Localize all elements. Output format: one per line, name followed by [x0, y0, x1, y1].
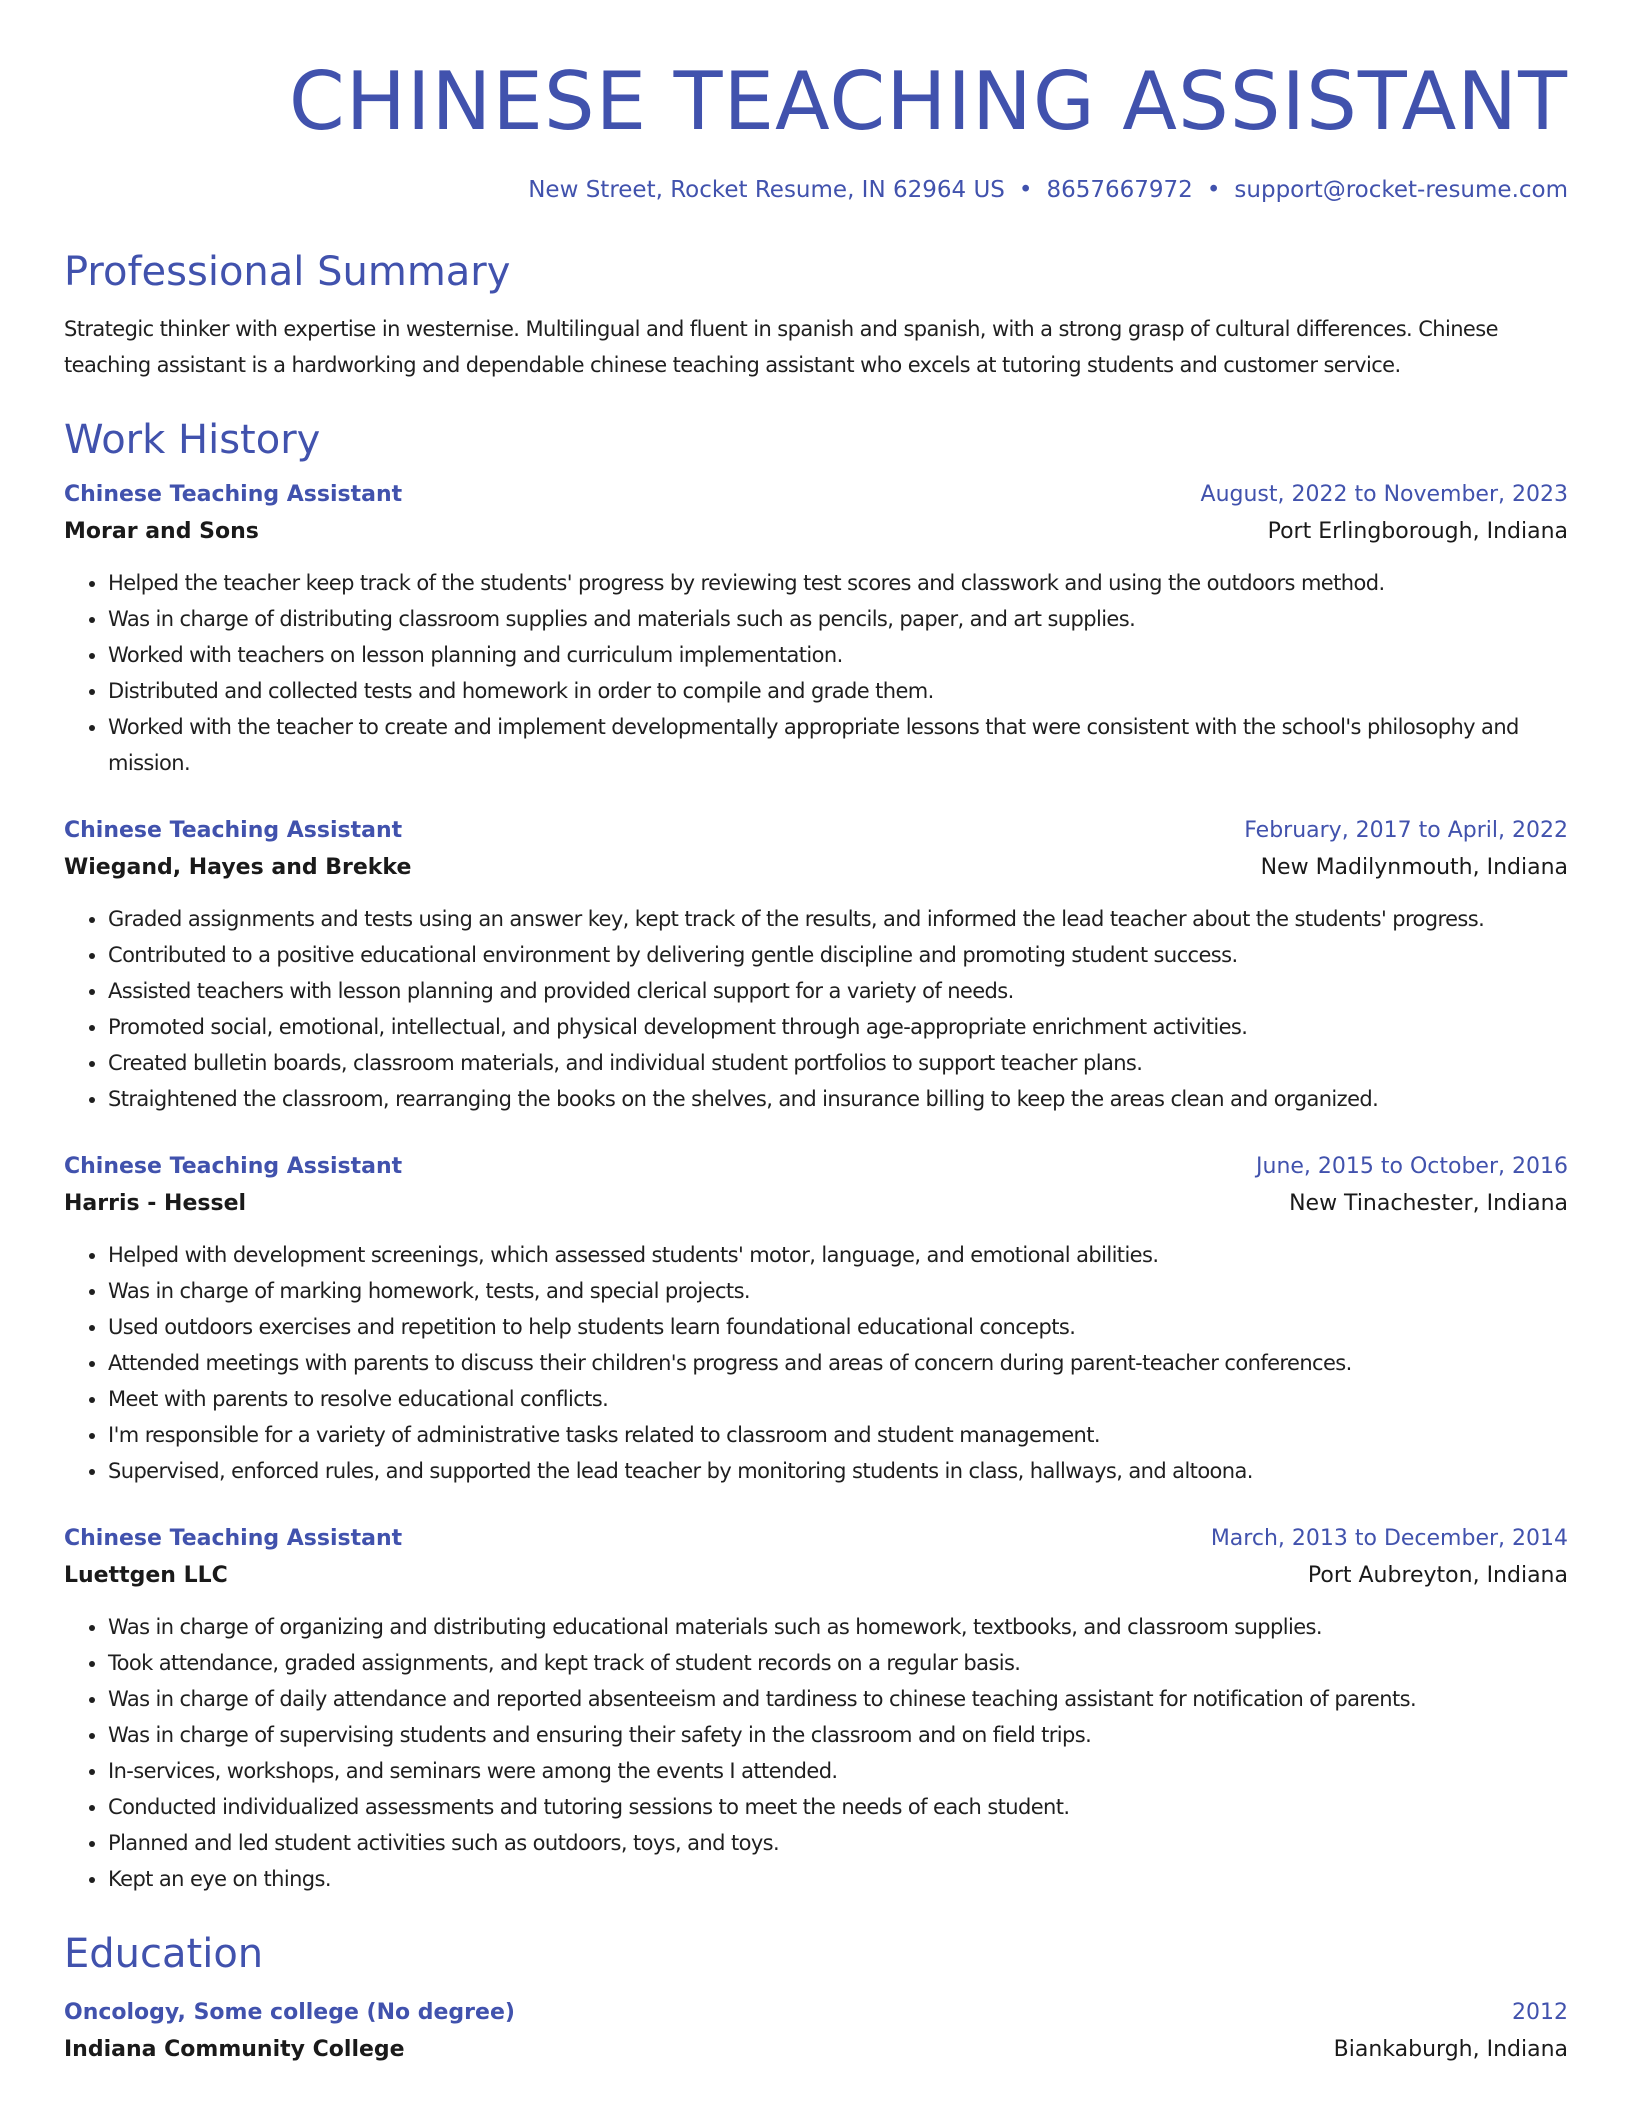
job-bullet: • I'm responsible for a variety of administrative tasks related to classroom and student management. — [108, 1417, 1568, 1453]
contact-email[interactable]: support@rocket-resume.com — [1234, 177, 1568, 203]
education-location: Biankaburgh, Indiana — [1333, 2037, 1568, 2062]
contact-separator: • — [1018, 177, 1033, 203]
job-bullet: • Helped the teacher keep track of the students' progress by reviewing test scores and classwork and using the outdoors method. — [108, 565, 1568, 601]
job-location: New Madilynmouth, Indiana — [1260, 855, 1568, 880]
job-bullet: • Supervised, enforced rules, and supported the lead teacher by monitoring students in class, hallways, and altoona. — [108, 1453, 1568, 1489]
job-bullet: • Graded assignments and tests using an answer key, kept track of the results, and informed the lead teacher about the students' progress. — [108, 901, 1568, 937]
job-bullet: • Kept an eye on things. — [108, 1861, 1568, 1897]
education-school: Indiana Community College — [64, 2037, 405, 2062]
job-bullet: • Assisted teachers with lesson planning and provided clerical support for a variety of needs. — [108, 973, 1568, 1009]
job-bullet: • Was in charge of marking homework, tests, and special projects. — [108, 1273, 1568, 1309]
job-bullet-list — [64, 565, 1568, 781]
job-bullet: • Was in charge of daily attendance and reported absenteeism and tardiness to chinese teaching assistant for notification of parents. — [108, 1681, 1568, 1717]
job-title: Chinese Teaching Assistant — [64, 1526, 403, 1551]
job-title-row — [64, 1149, 1568, 1185]
job-location: Port Aubreyton, Indiana — [1307, 1563, 1568, 1588]
education-degree-row — [64, 1995, 1568, 2031]
job-bullet-list — [64, 901, 1568, 1117]
job-company-row — [64, 1185, 1568, 1223]
job-bullet: • Conducted individualized assessments and tutoring sessions to meet the needs of each student. — [108, 1789, 1568, 1825]
job-company-row — [64, 513, 1568, 551]
job-company-row — [64, 1557, 1568, 1595]
job-location: New Tinachester, Indiana — [1289, 1191, 1568, 1216]
education-entry — [64, 1995, 1568, 2069]
job-bullet-list — [64, 1609, 1568, 1897]
job-bullet: • Contributed to a positive educational environment by delivering gentle discipline and promoting student success. — [108, 937, 1568, 973]
job-bullet-list — [64, 1237, 1568, 1489]
job-title: Chinese Teaching Assistant — [64, 482, 403, 507]
contact-separator: • — [1206, 177, 1221, 203]
education-degree: Oncology, Some college (No degree) — [64, 2000, 515, 2025]
job-entry — [64, 477, 1568, 781]
job-bullet: • Worked with the teacher to create and implement developmentally appropriate lessons that were consistent with the school's philosophy and mission. — [108, 709, 1568, 781]
job-bullet: • Took attendance, graded assignments, and kept track of student records on a regular basis. — [108, 1645, 1568, 1681]
job-dates: February, 2017 to April, 2022 — [1244, 818, 1568, 843]
job-title-row — [64, 813, 1568, 849]
job-company: Morar and Sons — [64, 519, 259, 544]
job-dates: March, 2013 to December, 2014 — [1210, 1526, 1568, 1551]
job-bullet: • Promoted social, emotional, intellectual, and physical development through age-appropriate enrichment activities. — [108, 1009, 1568, 1045]
job-company: Luettgen LLC — [64, 1563, 228, 1588]
job-bullet: • Meet with parents to resolve educational conflicts. — [108, 1381, 1568, 1417]
job-bullet: • Helped with development screenings, which assessed students' motor, language, and emotional abilities. — [108, 1237, 1568, 1273]
job-location: Port Erlingborough, Indiana — [1267, 519, 1568, 544]
job-bullet: • Created bulletin boards, classroom materials, and individual student portfolios to support teacher plans. — [108, 1045, 1568, 1081]
education-year: 2012 — [1512, 2000, 1568, 2025]
job-bullet: • Distributed and collected tests and homework in order to compile and grade them. — [108, 673, 1568, 709]
resume-header — [64, 0, 1568, 205]
section-title-summary: Professional Summary — [64, 249, 511, 295]
job-company-row — [64, 849, 1568, 887]
job-entry — [64, 813, 1568, 1117]
education-list — [64, 1995, 1568, 2069]
job-bullet: • Was in charge of supervising students and ensuring their safety in the classroom and on field trips. — [108, 1717, 1568, 1753]
job-title-row — [64, 477, 1568, 513]
job-bullet: • Was in charge of organizing and distributing educational materials such as homework, textbooks, and classroom supplies. — [108, 1609, 1568, 1645]
job-bullet: • Attended meetings with parents to discuss their children's progress and areas of concern during parent-teacher conferences. — [108, 1345, 1568, 1381]
job-entry — [64, 1521, 1568, 1897]
job-dates: August, 2022 to November, 2023 — [1200, 482, 1568, 507]
candidate-name: CHINESE TEACHING ASSISTANT — [288, 55, 1568, 148]
job-entry — [64, 1149, 1568, 1489]
job-bullet: • Was in charge of distributing classroom supplies and materials such as pencils, paper, and art supplies. — [108, 601, 1568, 637]
job-bullet: • Straightened the classroom, rearranging the books on the shelves, and insurance billing to keep the areas clean and organized. — [108, 1081, 1568, 1117]
job-company: Harris - Hessel — [64, 1191, 247, 1216]
job-company: Wiegand, Hayes and Brekke — [64, 855, 412, 880]
summary-text: Strategic thinker with expertise in westernise. Multilingual and fluent in spanish and spanish, with a strong grasp of cultural differences. Chinese teaching assistant is a hardworking and dependable chinese teaching assistant who excels at tutoring students and customer service. — [64, 317, 1498, 377]
job-bullet: • In-services, workshops, and seminars were among the events I attended. — [108, 1753, 1568, 1789]
section-title-work-history: Work History — [64, 417, 321, 463]
job-bullet: • Worked with teachers on lesson planning and curriculum implementation. — [108, 637, 1568, 673]
job-bullet: • Planned and led student activities such as outdoors, toys, and toys. — [108, 1825, 1568, 1861]
education-school-row — [64, 2031, 1568, 2069]
job-title: Chinese Teaching Assistant — [64, 818, 403, 843]
contact-phone: 8657667972 — [1046, 177, 1193, 203]
section-title-education: Education — [64, 1931, 264, 1977]
job-title: Chinese Teaching Assistant — [64, 1154, 403, 1179]
contact-line — [64, 175, 1568, 205]
job-title-row — [64, 1521, 1568, 1557]
work-history-list — [64, 477, 1568, 1897]
contact-address: New Street, Rocket Resume, IN 62964 US — [528, 177, 1005, 203]
job-bullet: • Used outdoors exercises and repetition to help students learn foundational educational concepts. — [108, 1309, 1568, 1345]
job-dates: June, 2015 to October, 2016 — [1256, 1154, 1568, 1179]
